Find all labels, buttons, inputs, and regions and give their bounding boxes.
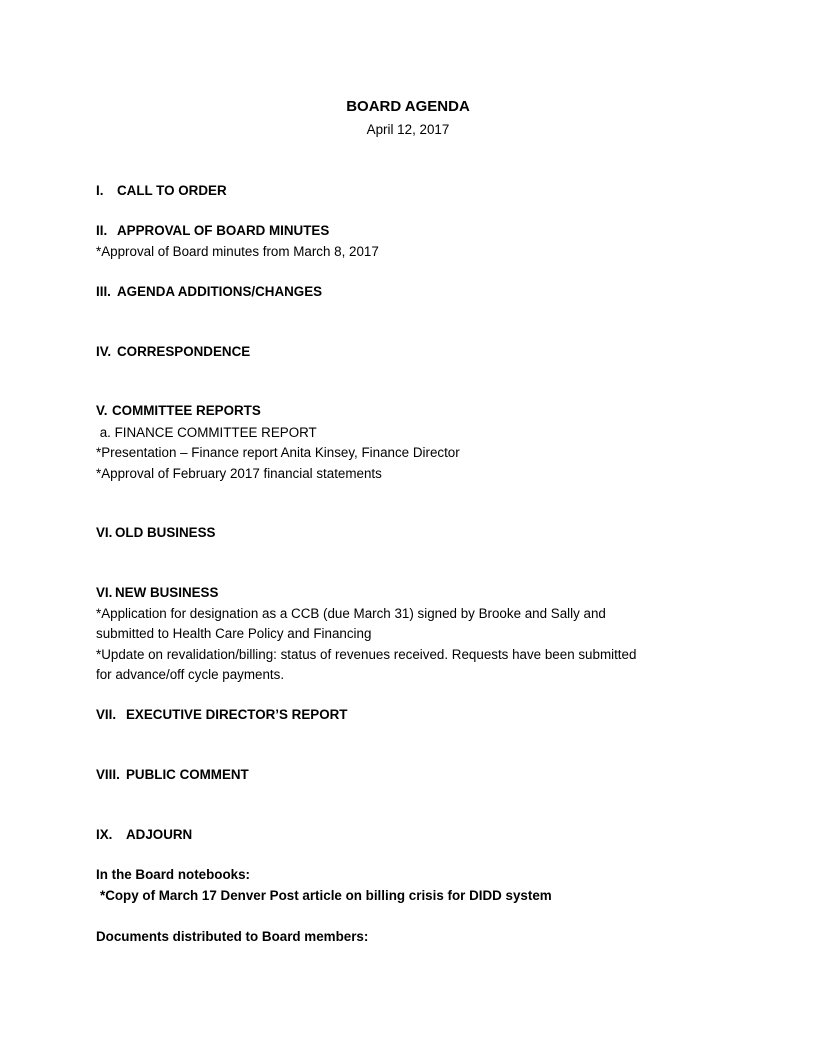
list-item: *Update on revalidation/billing: status of revenues received. Requests have been submitted — [96, 647, 637, 662]
section-new-business — [96, 586, 218, 599]
section-approval-of-minutes — [96, 224, 329, 237]
list-item: *Approval of February 2017 financial statements — [96, 466, 382, 481]
document-title: BOARD AGENDA — [346, 98, 470, 115]
list-item: for advance/off cycle payments. — [96, 667, 285, 682]
section-number: VII. — [96, 707, 117, 722]
list-item: *Copy of March 17 Denver Post article on billing crisis for DIDD system — [100, 888, 552, 903]
meeting-date: April 12, 2017 — [366, 122, 450, 137]
section-label: PUBLIC COMMENT — [126, 767, 249, 782]
section-executive-director-report — [96, 708, 347, 721]
section-committee-reports — [96, 404, 261, 417]
section-label: COMMITTEE REPORTS — [112, 403, 261, 418]
section-call-to-order — [96, 184, 227, 197]
section-number: VIII. — [96, 767, 120, 782]
section-label: CORRESPONDENCE — [117, 344, 251, 359]
list-item: a. FINANCE COMMITTEE REPORT — [96, 425, 317, 440]
section-label: AGENDA ADDITIONS/CHANGES — [117, 284, 323, 299]
section-number: VI. — [96, 585, 113, 600]
list-item: *Application for designation as a CCB (due March 31) signed by Brooke and Sally and — [96, 606, 606, 621]
list-item: submitted to Health Care Policy and Financing — [96, 626, 372, 641]
section-adjourn — [96, 828, 192, 841]
section-public-comment — [96, 768, 249, 781]
section-number: V. — [96, 403, 108, 418]
section-label: NEW BUSINESS — [115, 585, 219, 600]
section-correspondence — [96, 345, 250, 358]
notebooks-heading: In the Board notebooks: — [96, 867, 250, 882]
section-number: III. — [96, 284, 111, 299]
list-item: *Presentation – Finance report Anita Kinsey, Finance Director — [96, 445, 460, 460]
section-number: VI. — [96, 525, 113, 540]
section-number: IX. — [96, 827, 113, 842]
section-old-business — [96, 526, 215, 539]
section-label: ADJOURN — [126, 827, 193, 842]
section-label: CALL TO ORDER — [117, 183, 227, 198]
list-item: *Approval of Board minutes from March 8, 2017 — [96, 244, 379, 259]
section-label: APPROVAL OF BOARD MINUTES — [117, 223, 330, 238]
section-number: IV. — [96, 344, 112, 359]
section-label: EXECUTIVE DIRECTOR’S REPORT — [126, 707, 348, 722]
section-number: II. — [96, 223, 108, 238]
section-label: OLD BUSINESS — [115, 525, 216, 540]
distributed-heading: Documents distributed to Board members: — [96, 929, 369, 944]
section-agenda-changes — [96, 285, 322, 298]
section-number: I. — [96, 183, 104, 198]
